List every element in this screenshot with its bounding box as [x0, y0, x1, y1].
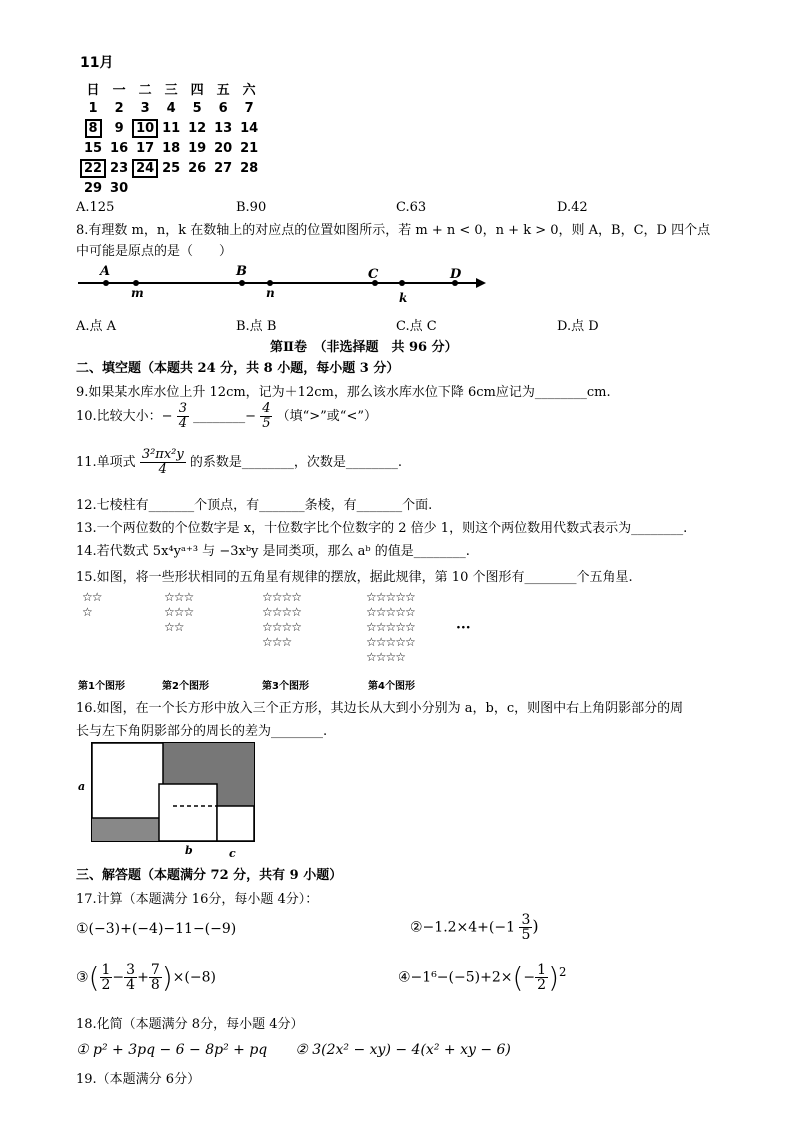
rectangle-squares-figure: [76, 740, 266, 860]
q13-text: 13.一个两位数的个位数字是 x，十位数字比个位数字的 2 倍少 1，则这个两位数用代数式表示为________.: [76, 521, 688, 536]
square-b: [159, 784, 217, 841]
shaded-bottom-left: [92, 818, 159, 841]
star-caption-1: 第1个图形: [78, 681, 125, 692]
q11-text: [76, 448, 402, 477]
point-a-dot: [103, 280, 109, 286]
calendar-day-boxed: [132, 158, 158, 178]
q17-item-3-label: ③: [76, 969, 89, 986]
number-line-arrow: [476, 278, 486, 288]
q17-item-2-text: ②−1.2×4+(−1: [410, 919, 516, 936]
calendar-day: 18: [162, 140, 181, 156]
calendar-day: 23: [110, 160, 129, 176]
q10-text: [76, 402, 377, 431]
star-caption-3: 第3个图形: [262, 681, 309, 692]
number-line-figure: [76, 262, 496, 304]
calendar-title: 11月: [80, 55, 114, 71]
point-b-dot: [239, 280, 245, 286]
calendar-day: 5: [192, 100, 202, 116]
q8-stem-line1: 8.有理数 m，n，k 在数轴上的对应点的位置如图所示，若 m + n < 0，n + k > 0，则 A，B，C，D 四个点: [76, 223, 711, 238]
section2-title: 二、填空题（本题共 24 分，共 8 小题，每小题 3 分）: [76, 361, 400, 376]
calendar-header-cell: 日: [86, 82, 100, 98]
q7-option-d: D.42: [557, 200, 588, 215]
q17-item-2-fraction: $\frac{3}{5}$: [521, 912, 531, 943]
calendar-day: 29: [84, 180, 103, 196]
calendar-row: [80, 158, 262, 178]
q7-option-a: A.125: [76, 200, 115, 215]
q10-suffix: （填“>”或“<”）: [276, 409, 377, 424]
calendar-day: 20: [214, 140, 233, 156]
star-figure-4: ☆☆☆☆☆ ☆☆☆☆☆ ☆☆☆☆☆ ☆☆☆☆☆ ☆☆☆☆: [366, 590, 415, 664]
calendar-header-cell: 一: [112, 82, 126, 98]
calendar-row: [80, 118, 262, 138]
star-figure-1: ☆☆ ☆: [82, 590, 102, 619]
calendar-row: [80, 138, 262, 158]
q10-f1-den: 4: [178, 416, 187, 431]
calendar-day: 12: [188, 120, 207, 136]
calendar-day-boxed: [80, 158, 106, 178]
q10-f1-num: 3: [178, 401, 187, 416]
calendar-day-label: 8: [85, 119, 102, 138]
calendar-day: 1: [88, 100, 98, 116]
label-c-side: c: [229, 847, 236, 860]
q11-num: 3²πx²y: [141, 447, 184, 462]
calendar-day: 13: [214, 120, 233, 136]
q10-fraction-2: [260, 402, 272, 431]
q19-title: 19.（本题满分 6分）: [76, 1072, 201, 1087]
label-c: C: [368, 267, 379, 282]
q17-item-4: ④−1⁶−(−5)+2×(− $\frac{1}{2}$ )$^2$: [398, 961, 567, 994]
q10-fraction-1: [177, 402, 189, 431]
q17-item-1: ①(−3)+(−4)−11−(−9): [76, 921, 237, 937]
calendar-day: 30: [110, 180, 129, 196]
q8-option-c: C.点 C: [396, 319, 437, 334]
calendar-day: 26: [188, 160, 207, 176]
calendar-day-label: 22: [80, 159, 106, 178]
calendar-day: 19: [188, 140, 207, 156]
calendar-day-label: 24: [132, 159, 158, 178]
q16-stem-line1: 16.如图，在一个长方形中放入三个正方形，其边长从大到小分别为 a，b，c，则图中右上角阴影部分的周: [76, 701, 684, 716]
calendar-day: 15: [84, 140, 103, 156]
q7-option-b: B.90: [236, 200, 267, 215]
square-a: [92, 743, 163, 818]
q11-fraction: [140, 448, 186, 477]
label-k: k: [399, 291, 408, 304]
label-n: n: [266, 286, 275, 300]
q10-mid: ________−: [193, 409, 257, 424]
calendar-header-cell: 三: [164, 82, 178, 98]
section3-title: 三、解答题（本题满分 72 分，共有 9 小题）: [76, 868, 343, 883]
q8-stem-line2: 中可能是原点的是（ ）: [76, 244, 233, 259]
q10-f2-num: 4: [262, 401, 271, 416]
calendar-day-boxed: [132, 118, 158, 138]
q17-item-2: ②−1.2×4+(−1 $\frac{3}{5}$ ): [410, 912, 539, 943]
calendar-row: [80, 98, 262, 118]
calendar-day: 6: [218, 100, 228, 116]
calendar-header-cell: 二: [138, 82, 152, 98]
label-b-side: b: [185, 844, 193, 857]
calendar-day: 9: [114, 120, 124, 136]
q8-option-d: D.点 D: [557, 319, 599, 334]
calendar-day: 27: [214, 160, 233, 176]
q15-text: 15.如图，将一些形状相同的五角星有规律的摆放，据此规律，第 10 个图形有________个五角星.: [76, 570, 633, 585]
q17-item-3: ③( $\frac{1}{2}$ − $\frac{3}{4}$ + $\frac{7}{8}$ )×(−8): [76, 961, 216, 994]
q11-prefix: 11.单项式: [76, 455, 136, 470]
star-figure-3: ☆☆☆☆ ☆☆☆☆ ☆☆☆☆ ☆☆☆: [262, 590, 302, 649]
q7-option-c: C.63: [396, 200, 427, 215]
calendar-day: 2: [114, 100, 124, 116]
q18-items: ① p² + 3pq − 6 − 8p² + pq ② 3(2x² − xy) − 4(x² + xy − 6): [76, 1042, 511, 1058]
calendar-day-boxed: [80, 118, 106, 138]
label-m: m: [131, 286, 144, 300]
q11-den: 4: [158, 462, 167, 477]
star-caption-2: 第2个图形: [162, 681, 209, 692]
part2-title: 第Ⅱ卷 （非选择题 共 96 分）: [270, 340, 458, 355]
calendar-day: 4: [166, 100, 176, 116]
q10-prefix: 10.比较大小：−: [76, 409, 173, 424]
calendar-day: 3: [140, 100, 150, 116]
star-ellipsis: ···: [456, 620, 471, 636]
q10-f2-den: 5: [262, 416, 271, 431]
calendar-day: 28: [240, 160, 259, 176]
calendar-day: 7: [244, 100, 254, 116]
q14-text: 14.若代数式 5x⁴yᵃ⁺³ 与 −3xᵇy 是同类项，那么 aᵇ 的值是________.: [76, 544, 470, 559]
star-caption-4: 第4个图形: [368, 681, 415, 692]
square-c: [217, 806, 254, 841]
q8-option-b: B.点 B: [236, 319, 277, 334]
calendar-day: 14: [240, 120, 259, 136]
q9-text: 9.如果某水库水位上升 12cm，记为＋12cm，那么该水库水位下降 6cm应记为________cm.: [76, 385, 611, 400]
calendar-day-label: 10: [132, 119, 158, 138]
q12-text: 12.七棱柱有_______个顶点，有_______条棱，有_______个面.: [76, 498, 433, 513]
calendar-day: 21: [240, 140, 259, 156]
point-k-dot: [399, 280, 405, 286]
calendar-day: 11: [162, 120, 181, 136]
calendar: [80, 52, 262, 198]
q8-option-a: A.点 A: [76, 319, 117, 334]
calendar-row: [80, 178, 262, 198]
calendar-header-cell: 五: [216, 82, 230, 98]
q11-suffix: 的系数是________，次数是________.: [189, 455, 403, 470]
q18-title: 18.化简（本题满分 8分，每小题 4分）: [76, 1017, 304, 1032]
label-b: B: [236, 264, 247, 279]
star-figure-2: ☆☆☆ ☆☆☆ ☆☆: [164, 590, 194, 634]
q17-item-4-text: ④−1⁶−(−5)+2×: [398, 969, 513, 986]
calendar-day: 17: [136, 140, 155, 156]
calendar-header-cell: 六: [242, 82, 256, 98]
calendar-grid: [80, 78, 262, 198]
q16-stem-line2: 长与左下角阴影部分的周长的差为________.: [76, 724, 328, 739]
label-d: D: [450, 267, 462, 282]
q17-title: 17.计算（本题满分 16分，每小题 4分）：: [76, 892, 319, 907]
calendar-day: 25: [162, 160, 181, 176]
calendar-header: [80, 78, 262, 98]
calendar-header-cell: 四: [190, 82, 204, 98]
calendar-day: 16: [110, 140, 129, 156]
label-a-side: a: [78, 780, 86, 793]
label-a: A: [100, 264, 111, 279]
